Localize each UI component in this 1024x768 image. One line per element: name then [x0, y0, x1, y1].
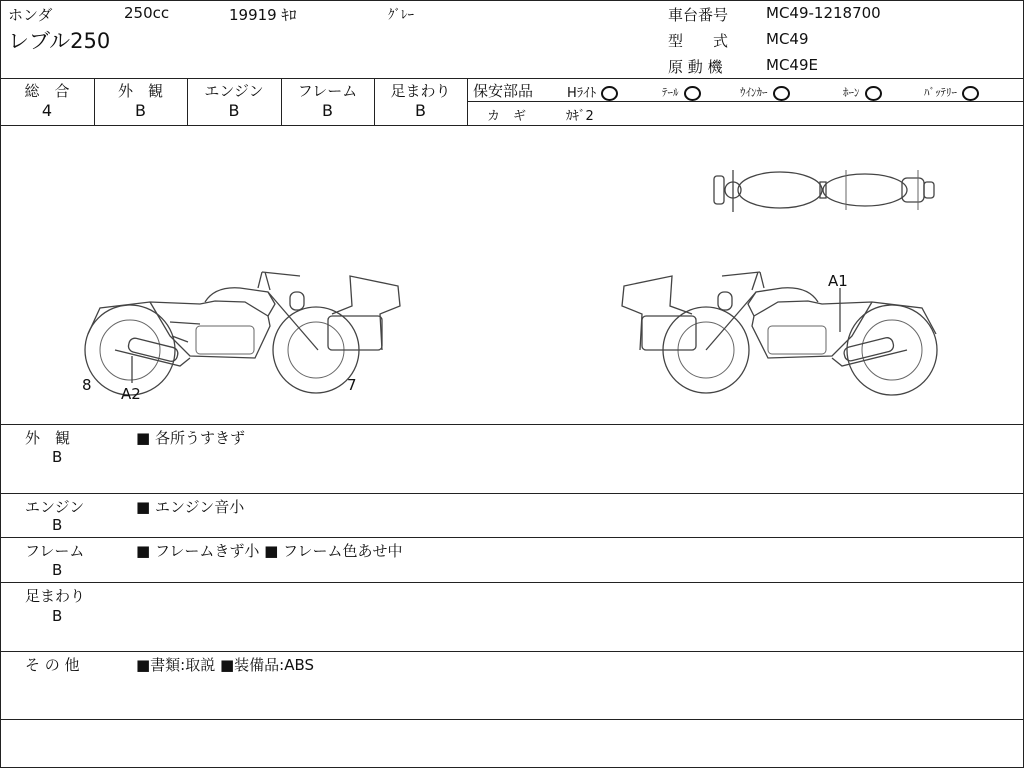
- grade-frame-value: B: [322, 101, 333, 120]
- note-other-label: そ の 他: [25, 656, 80, 674]
- maker-name: ホンダ: [8, 6, 53, 24]
- notes-divider: [0, 493, 1024, 494]
- engine-label: 原 動 機: [668, 58, 723, 76]
- model-name: レブル250: [8, 29, 111, 53]
- key-label: カ ギ: [487, 109, 527, 124]
- grade-frame-label: フレーム: [297, 82, 358, 100]
- safety-item-label: Hﾗｲﾄ: [567, 86, 597, 101]
- safety-item-tail: [662, 84, 701, 101]
- grade-exterior-value: B: [135, 101, 146, 120]
- note-other-text: ■書類:取説 ■装備品:ABS: [136, 656, 315, 674]
- grade-overall-value: 4: [41, 101, 53, 120]
- grade-engine-label: エンジン: [204, 82, 264, 100]
- note-frame-grade: B: [52, 561, 63, 579]
- note-exterior-grade: B: [52, 448, 63, 466]
- ok-circle-icon: [865, 86, 882, 101]
- engine-value: MC49E: [766, 56, 818, 74]
- safety-item-headlight: [567, 82, 618, 101]
- note-exterior-label: 外 観: [25, 429, 71, 447]
- damage-label-a2: A2: [121, 385, 141, 403]
- grade-exterior-label: 外 観: [117, 82, 163, 100]
- note-exterior-text: ■ 各所うすきず: [136, 429, 245, 447]
- ok-circle-icon: [962, 86, 979, 101]
- grade-suspension-value: B: [415, 101, 426, 120]
- notes-divider: [0, 651, 1024, 652]
- note-engine-grade: B: [52, 516, 63, 534]
- bike-right-view: [622, 272, 937, 395]
- damage-label-8: 8: [82, 376, 92, 394]
- safety-item-label: ﾊﾞｯﾃﾘｰ: [924, 86, 957, 99]
- notes-top-rule: [0, 424, 1024, 425]
- safety-item-label: ﾃｰﾙ: [662, 86, 679, 99]
- type-value: MC49: [766, 30, 809, 48]
- damage-label-a1: A1: [828, 272, 848, 290]
- type-label: 型 式: [668, 32, 729, 50]
- safety-item-horn: [843, 84, 882, 101]
- safety-item-label: ﾎｰﾝ: [843, 86, 860, 99]
- frame-no-label: 車台番号: [668, 6, 729, 24]
- notes-bottom-rule: [0, 719, 1024, 720]
- note-engine-text: ■ エンジン音小: [136, 498, 245, 516]
- frame-no: MC49-1218700: [766, 4, 881, 22]
- damage-diagram: [0, 126, 1024, 424]
- color: ｸﾞﾚｰ: [388, 8, 414, 23]
- bike-top-view: [714, 170, 934, 212]
- safety-parts-label: 保安部品: [473, 82, 534, 100]
- safety-item-battery: [924, 84, 979, 101]
- ok-circle-icon: [601, 86, 618, 101]
- notes-divider: [0, 582, 1024, 583]
- damage-label-7: 7: [347, 376, 357, 394]
- key-value: ｶｷﾞ2: [566, 109, 594, 124]
- grade-col-divider: [467, 78, 468, 125]
- grade-suspension-label: 足まわり: [390, 82, 451, 100]
- note-engine-label: エンジン: [25, 498, 85, 516]
- note-frame-label: フレーム: [25, 542, 85, 560]
- displacement: 250cc: [124, 4, 170, 22]
- note-frame-text: ■ フレームきず小 ■ フレーム色あせ中: [136, 542, 403, 560]
- safety-item-label: ｳｲﾝｶｰ: [740, 86, 768, 99]
- grade-engine-value: B: [228, 101, 240, 120]
- safety-item-winker: [740, 84, 790, 101]
- note-suspension-grade: B: [52, 607, 63, 625]
- note-suspension-label: 足まわり: [25, 587, 86, 605]
- mileage: 19919 ｷﾛ: [229, 6, 297, 24]
- grade-overall-label: 総 合: [24, 82, 70, 100]
- ok-circle-icon: [773, 86, 790, 101]
- ok-circle-icon: [684, 86, 701, 101]
- safety-divider: [467, 101, 1024, 102]
- notes-divider: [0, 537, 1024, 538]
- grade-row-top-rule: [0, 78, 1024, 79]
